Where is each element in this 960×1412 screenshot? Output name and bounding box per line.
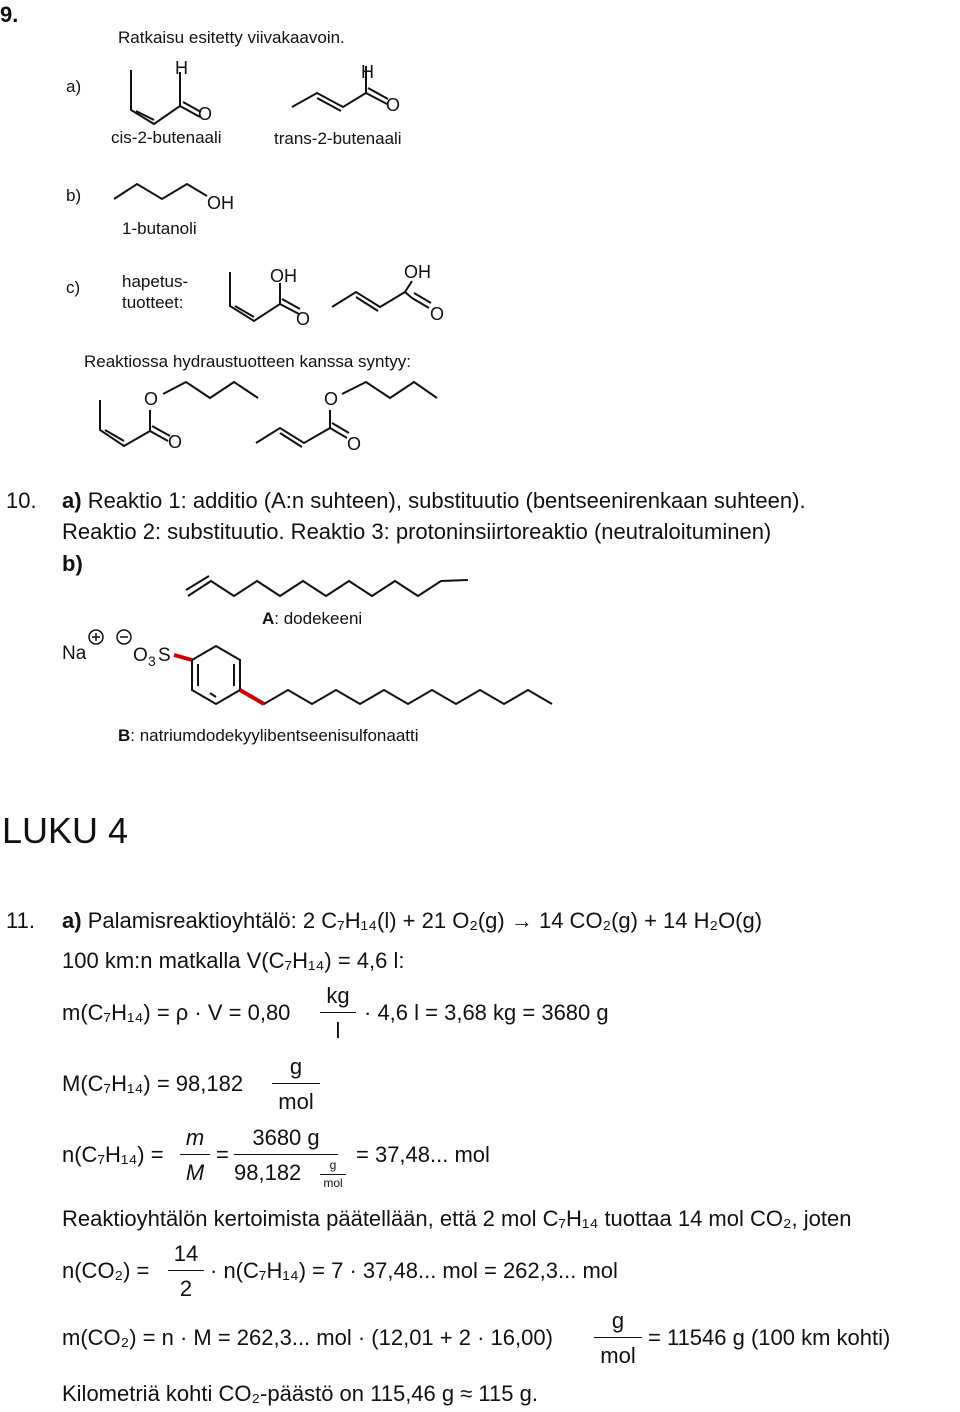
atom-label: O — [296, 309, 311, 329]
density-unit-denominator: l — [335, 1018, 341, 1043]
mass-value: 3680 g — [252, 1125, 320, 1150]
problem-10-number: 10. — [6, 488, 37, 513]
atom-label: H — [175, 58, 188, 78]
molar-mass-lhs: M(C₇H₁₄) = 98,182 — [62, 1071, 244, 1096]
co2-mass-lhs: m(CO₂) = n · M = 262,3... mol · (12,01 + 2 · 16,00) — [62, 1325, 553, 1350]
alkyl-bond — [240, 690, 264, 704]
sulfur-label: S — [158, 645, 171, 666]
atom-label: O — [430, 304, 445, 324]
fraction-bar — [272, 1083, 320, 1084]
oxidation-product-2-structure — [332, 281, 431, 311]
amount-result: = 37,48... mol — [356, 1142, 490, 1167]
molar-unit-numerator: g — [289, 1054, 303, 1079]
volume-line: 100 km:n matkalla V(C₇H₁₄) = 4,6 l: — [62, 948, 405, 973]
atom-label: OH — [404, 262, 431, 282]
molar-mass-value: 98,182 — [234, 1160, 302, 1185]
density-unit-numerator: kg — [326, 983, 350, 1008]
ratio-numerator: 14 — [173, 1241, 199, 1266]
chapter-heading: LUKU 4 — [2, 810, 129, 851]
problem-9a-label: a) — [66, 77, 82, 96]
reaction-product-text: Reaktiossa hydraustuotteen kanssa syntyy: — [84, 352, 411, 371]
atom-label: O — [168, 432, 183, 452]
oxygen-label: O — [133, 645, 148, 666]
subscript-3: 3 — [148, 653, 156, 669]
oxidation-products-label-2: tuotteet: — [122, 293, 184, 312]
problem-11-number: 11. — [6, 908, 35, 933]
small-unit-denominator: mol — [323, 1176, 343, 1190]
problem-10a-line1: a) Reaktio 1: additio (A:n suhteen), substituutio (bentseenirenkaan suhteen). — [62, 488, 806, 513]
atom-label: O — [324, 389, 339, 409]
ratio-explanation: Reaktioyhtälön kertoimista päätellään, että 2 mol C₇H₁₄ tuottaa 14 mol CO₂, joten — [62, 1206, 852, 1231]
problem-10a-line2: Reaktio 2: substituutio. Reaktio 3: protoninsiirtoreaktio (neutraloituminen) — [62, 519, 772, 544]
atom-label: O — [347, 434, 362, 454]
fraction-bar — [234, 1154, 338, 1155]
problem-9b-label: b) — [66, 186, 82, 205]
fraction-bar — [320, 1174, 346, 1175]
atom-label: O — [386, 95, 401, 115]
1-butanol-name: 1-butanoli — [122, 219, 197, 238]
atom-label: H — [361, 62, 374, 82]
molar-mass-symbol: M — [185, 1160, 205, 1185]
co2-unit-denominator: mol — [600, 1343, 636, 1368]
sodium-label: Na — [62, 643, 87, 664]
co2-unit-numerator: g — [611, 1308, 625, 1333]
dodecene-caption: A: dodekeeni — [262, 609, 363, 628]
oxidation-products-label-1: hapetus- — [122, 272, 189, 291]
combustion-equation: a) Palamisreaktioyhtälö: 2 C₇H₁₄(l) + 21 O₂(g) → 14 CO₂(g) + 14 H₂O(g) — [62, 908, 763, 933]
atom-label: OH — [270, 266, 297, 286]
1-butanol-structure — [114, 184, 207, 199]
problem-9-number: 9. — [0, 2, 19, 27]
molar-unit-denominator: mol — [278, 1089, 314, 1114]
fraction-bar — [180, 1154, 210, 1155]
sulfonate-caption: B: natriumdodekyylibentseenisulfonaatti — [118, 726, 419, 745]
atom-label: O — [144, 389, 159, 409]
mass-rhs: · 4,6 l = 3,68 kg = 3680 g — [364, 1000, 609, 1025]
equals-sign: = — [216, 1142, 229, 1167]
sulfonate-bond — [174, 655, 192, 660]
final-answer: Kilometriä kohti CO₂-päästö on 115,46 g ≈ 115 g. — [62, 1381, 538, 1406]
trans-2-butenal-name: trans-2-butenaali — [274, 129, 402, 148]
ratio-denominator: 2 — [179, 1276, 193, 1301]
fraction-bar — [320, 1012, 356, 1013]
mass-symbol: m — [185, 1125, 205, 1150]
dodecene-structure — [186, 576, 468, 596]
atom-label: OH — [207, 193, 234, 213]
co2-mass-rhs: = 11546 g (100 km kohti) — [648, 1325, 891, 1350]
problem-9-intro: Ratkaisu esitetty viivakaavoin. — [118, 28, 345, 47]
atom-label: O — [198, 104, 213, 124]
problem-9c-label: c) — [66, 278, 81, 297]
problem-10b-label: b) — [62, 551, 83, 576]
fraction-bar — [168, 1270, 204, 1271]
fraction-bar — [594, 1337, 642, 1338]
co2-amount-lhs: n(CO₂) = — [62, 1258, 150, 1283]
cis-2-butenal-name: cis-2-butenaali — [111, 128, 222, 147]
amount-lhs: n(C₇H₁₄) = — [62, 1142, 164, 1167]
mass-lhs: m(C₇H₁₄) = ρ · V = 0,80 — [62, 1000, 291, 1025]
cis-2-butenal-structure — [131, 70, 201, 124]
co2-amount-rhs: · n(C₇H₁₄) = 7 · 37,48... mol = 262,3... mol — [210, 1258, 618, 1283]
small-unit-numerator: g — [329, 1158, 337, 1172]
